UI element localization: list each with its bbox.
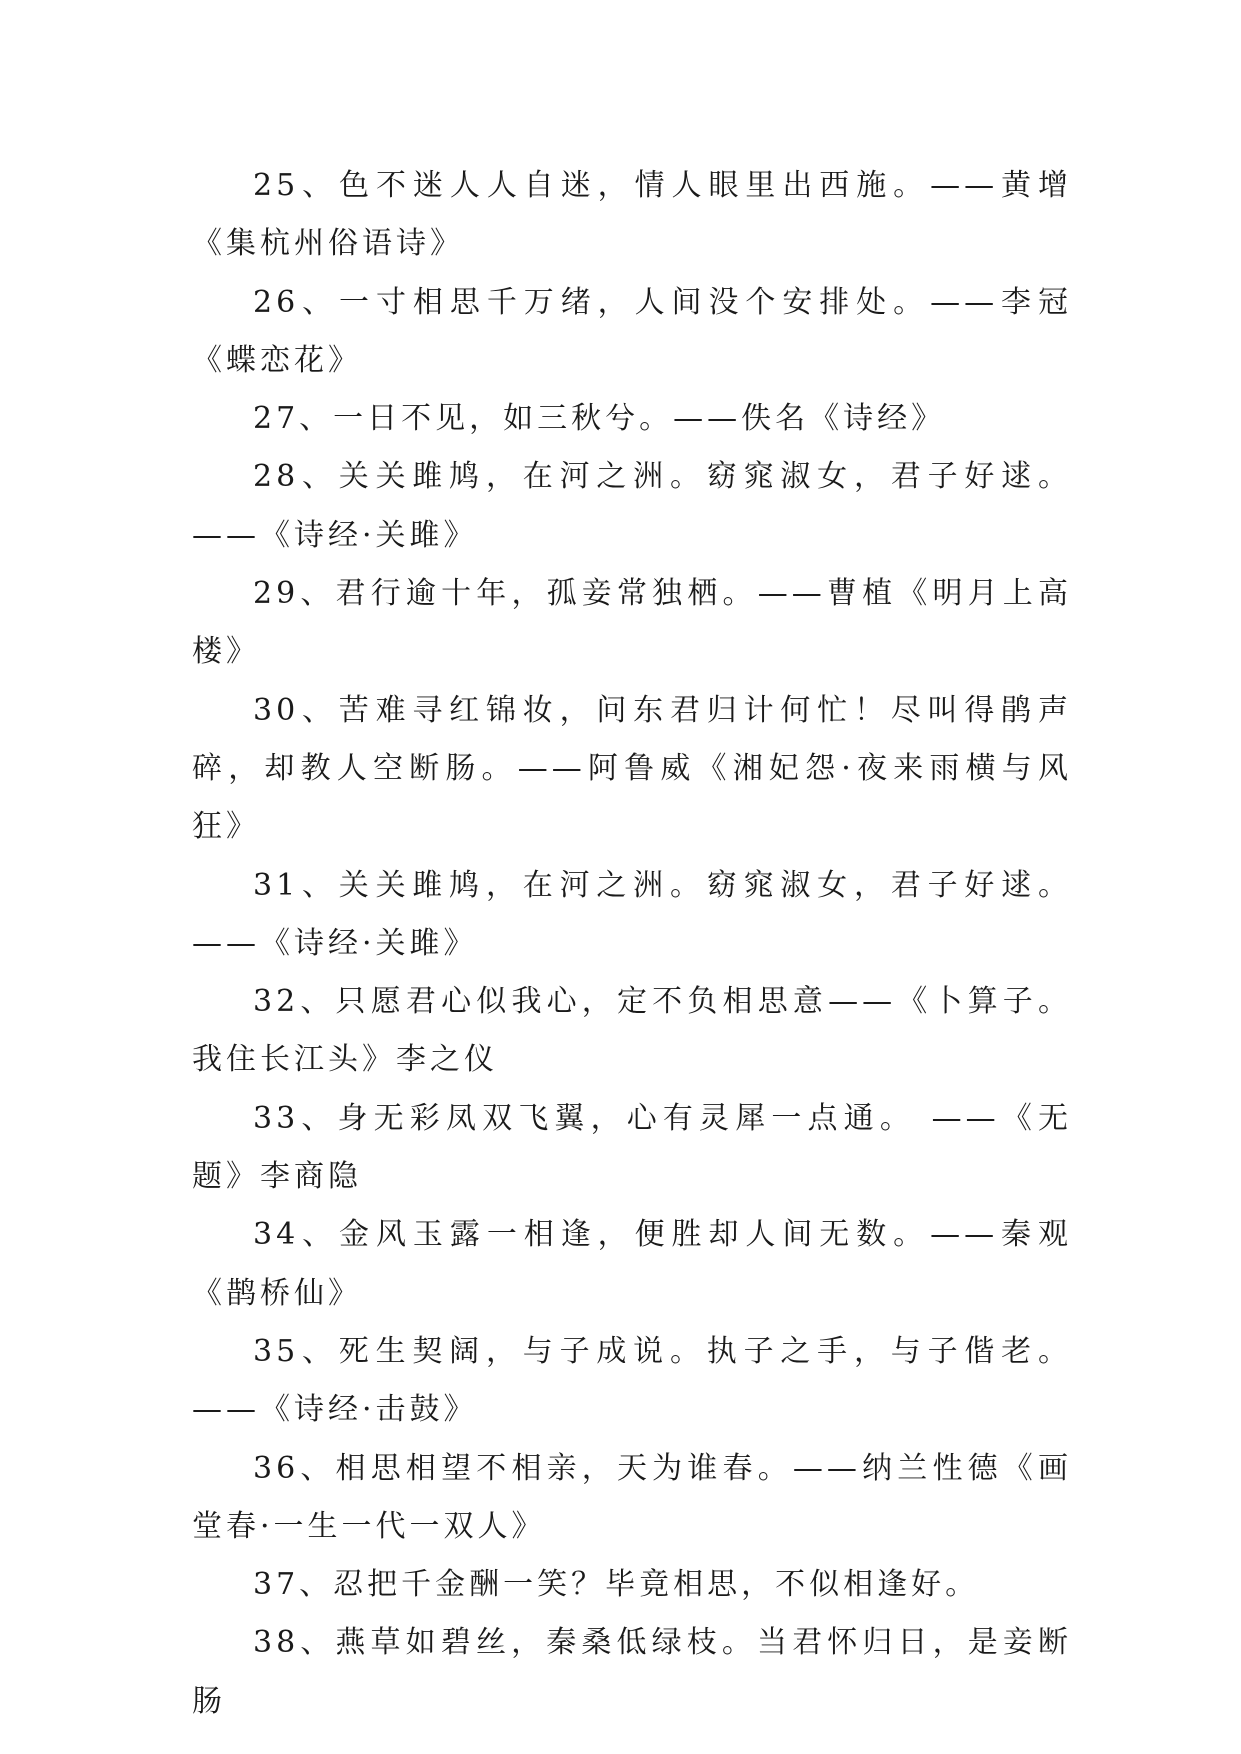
paragraph-34: 34、金风玉露一相逢，便胜却人间无数。——秦观《鹊桥仙》 (192, 1217, 1072, 1311)
paragraph-30: 30、苦难寻红锦妆，问东君归计何忙！尽叫得鹃声碎，却教人空断肠。——阿鲁威《湘妃怨·夜来雨横与风狂》 (192, 692, 1072, 845)
paragraph-25: 25、色不迷人人自迷，情人眼里出西施。——黄增《集杭州俗语诗》 (192, 168, 1072, 262)
paragraph-27: 27、一日不见，如三秋兮。——佚名《诗经》 (253, 401, 946, 437)
paragraph-33: 33、身无彩凤双飞翼，心有灵犀一点通。 ——《无题》李商隐 (192, 1100, 1072, 1195)
paragraph-35: 35、死生契阔，与子成说。执子之手，与子偕老。——《诗经·击鼓》 (192, 1333, 1072, 1428)
document-body (192, 157, 1072, 1731)
paragraph-37: 37、忍把千金酬一笑？毕竟相思，不似相逢好。 (253, 1567, 980, 1603)
paragraph-26: 26、一寸相思千万绪，人间没个安排处。——李冠《蝶恋花》 (192, 284, 1072, 378)
paragraph-32: 32、只愿君心似我心，定不负相思意——《卜算子。我住长江头》李之仪 (192, 984, 1072, 1078)
paragraph-31: 31、关关雎鸠，在河之洲。窈窕淑女，君子好逑。——《诗经·关雎》 (192, 867, 1072, 961)
paragraph-28: 28、关关雎鸠，在河之洲。窈窕淑女，君子好逑。——《诗经·关雎》 (192, 459, 1072, 553)
paragraph-36: 36、相思相望不相亲，天为谁春。——纳兰性德《画堂春·一生一代一双人》 (192, 1450, 1072, 1544)
paragraph-29: 29、君行逾十年，孤妾常独栖。——曹植《明月上高楼》 (192, 576, 1072, 670)
paragraph-38: 38、燕草如碧丝，秦桑低绿枝。当君怀归日，是妾断肠 (192, 1625, 1072, 1719)
